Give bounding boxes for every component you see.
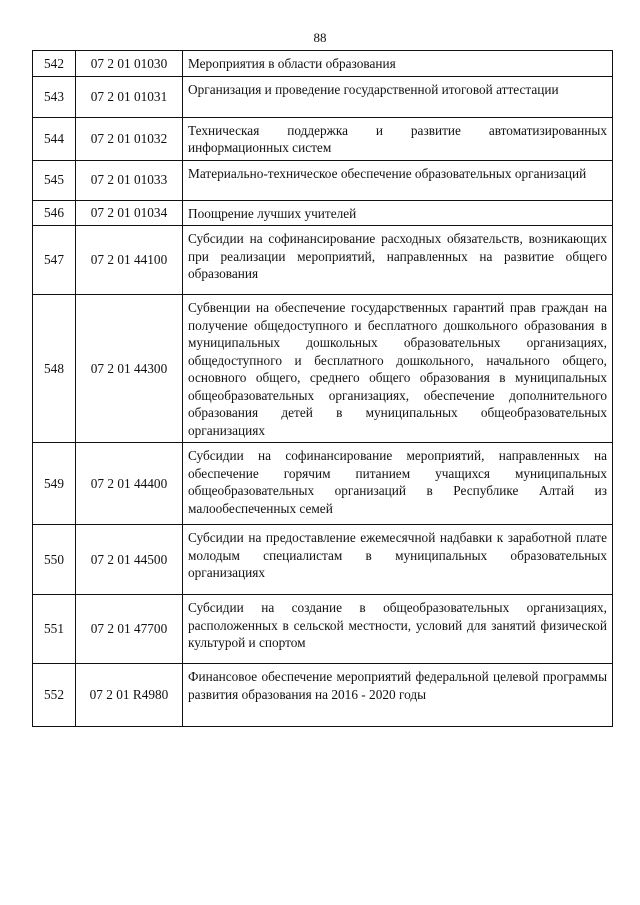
budget-code: 07 2 01 01032 <box>76 117 183 160</box>
expense-description: Мероприятия в области образования <box>183 51 613 77</box>
table-row <box>33 664 613 727</box>
expense-description: Материально-техническое обеспечение образовательных организаций <box>183 160 613 200</box>
budget-code: 07 2 01 01033 <box>76 160 183 200</box>
table-row <box>33 51 613 77</box>
table-row <box>33 200 613 226</box>
row-number: 549 <box>33 443 76 525</box>
budget-code: 07 2 01 44300 <box>76 295 183 443</box>
expense-description: Техническая поддержка и развитие автоматизированных информационных систем <box>183 117 613 160</box>
budget-code: 07 2 01 01034 <box>76 200 183 226</box>
expense-description: Финансовое обеспечение мероприятий федеральной целевой программы развития образования на 2016 - 2020 годы <box>183 664 613 727</box>
row-number: 546 <box>33 200 76 226</box>
budget-code: 07 2 01 44400 <box>76 443 183 525</box>
table-row <box>33 76 613 117</box>
row-number: 544 <box>33 117 76 160</box>
expense-description: Поощрение лучших учителей <box>183 200 613 226</box>
budget-codes-table <box>32 50 613 727</box>
budget-code: 07 2 01 01030 <box>76 51 183 77</box>
budget-code: 07 2 01 47700 <box>76 595 183 664</box>
table-row <box>33 160 613 200</box>
table-row <box>33 443 613 525</box>
expense-description: Субвенции на обеспечение государственных гарантий прав граждан на получение общедоступного и бесплатного дошкольного образования в муниципальных дошкольных образовательных организациях, общедоступного и бесплатного дошкольного, начального общего, основного общего, среднего общего образования в муниципальных общеобразовательных организациях, обеспечение дополнительного образования детей в муниципальных общеобразовательных организациях <box>183 295 613 443</box>
row-number: 545 <box>33 160 76 200</box>
budget-code: 07 2 01 R4980 <box>76 664 183 727</box>
budget-code: 07 2 01 44500 <box>76 525 183 595</box>
row-number: 547 <box>33 226 76 295</box>
table-body <box>33 51 613 727</box>
expense-description: Субсидии на предоставление ежемесячной надбавки к заработной плате молодым специалистам в муниципальных образовательных организациях <box>183 525 613 595</box>
table-row <box>33 117 613 160</box>
row-number: 551 <box>33 595 76 664</box>
row-number: 552 <box>33 664 76 727</box>
table-row <box>33 595 613 664</box>
table-row <box>33 226 613 295</box>
budget-code: 07 2 01 44100 <box>76 226 183 295</box>
budget-code: 07 2 01 01031 <box>76 76 183 117</box>
row-number: 548 <box>33 295 76 443</box>
expense-description: Субсидии на создание в общеобразовательных организациях, расположенных в сельской местности, условий для занятий физической культурой и спортом <box>183 595 613 664</box>
row-number: 543 <box>33 76 76 117</box>
expense-description: Субсидии на софинансирование расходных обязательств, возникающих при реализации мероприятий, направленных на развитие общего образования <box>183 226 613 295</box>
expense-description: Организация и проведение государственной итоговой аттестации <box>183 76 613 117</box>
expense-description: Субсидии на софинансирование мероприятий, направленных на обеспечение горячим питанием учащихся муниципальных общеобразовательных организаций в Республике Алтай из малообеспеченных семей <box>183 443 613 525</box>
table-row <box>33 525 613 595</box>
row-number: 550 <box>33 525 76 595</box>
row-number: 542 <box>33 51 76 77</box>
page-number: 88 <box>313 30 327 45</box>
table-row <box>33 295 613 443</box>
